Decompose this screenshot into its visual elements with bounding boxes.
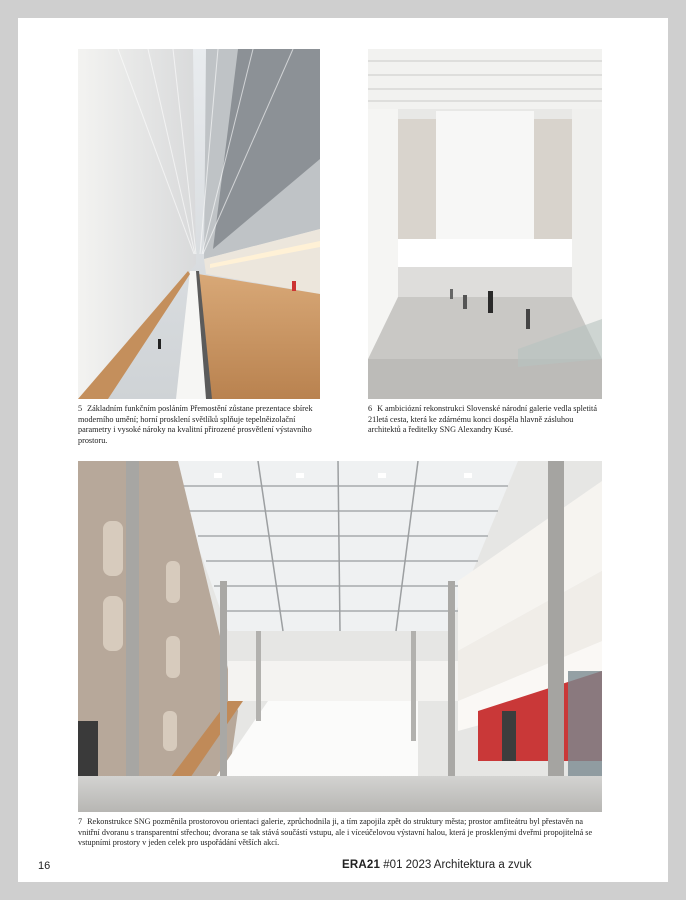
caption-text: Základním funkčním posláním Přemostění zůstane prezentace sbírek moderního umění; horní prosklení světlíků splňuje tepelněizolační parametry i vysoké nároky na kvalitní přirozené prosvětlení výstavního prostoru.: [78, 404, 313, 445]
photo-white-hall-visitors: [368, 49, 602, 399]
caption-number: 7: [78, 817, 83, 826]
magazine-brand: ERA21: [342, 859, 381, 871]
caption-7: [78, 817, 604, 849]
photo-gallery-skylight-corridor: [78, 49, 320, 399]
caption-number: 5: [78, 404, 83, 413]
photo-atrium-glass-roof: [78, 461, 602, 812]
magazine-page: [18, 18, 668, 882]
caption-6: [368, 404, 602, 436]
page-number: 16: [38, 860, 51, 872]
caption-number: 6: [368, 404, 373, 413]
caption-text: Rekonstrukce SNG pozměnila prostorovou orientaci galerie, zprůchodnila ji, a tím zapojila zpět do struktury města; prostor amfiteátru byl přestavěn na vnitřní dvoranu s transparentní střechou; dvorana se tak stává součástí vstupu, ale i víceúčelovou výstavní halou, která je prosklenými dveřmi propojitelná se vstupními prostory v jeden celek pro uspořádání větších akcí.: [78, 817, 593, 848]
running-footer: [342, 859, 532, 871]
caption-text: K ambiciózní rekonstrukci Slovenské národní galerie vedla spletitá 21letá cesta, která ke zdárnému konci dospěla hlavně zásluhou architektů a ředitelky SNG Alexandry Kusé.: [368, 404, 597, 435]
issue-info: #01 2023 Architektura a zvuk: [383, 859, 532, 871]
caption-5: [78, 404, 318, 446]
